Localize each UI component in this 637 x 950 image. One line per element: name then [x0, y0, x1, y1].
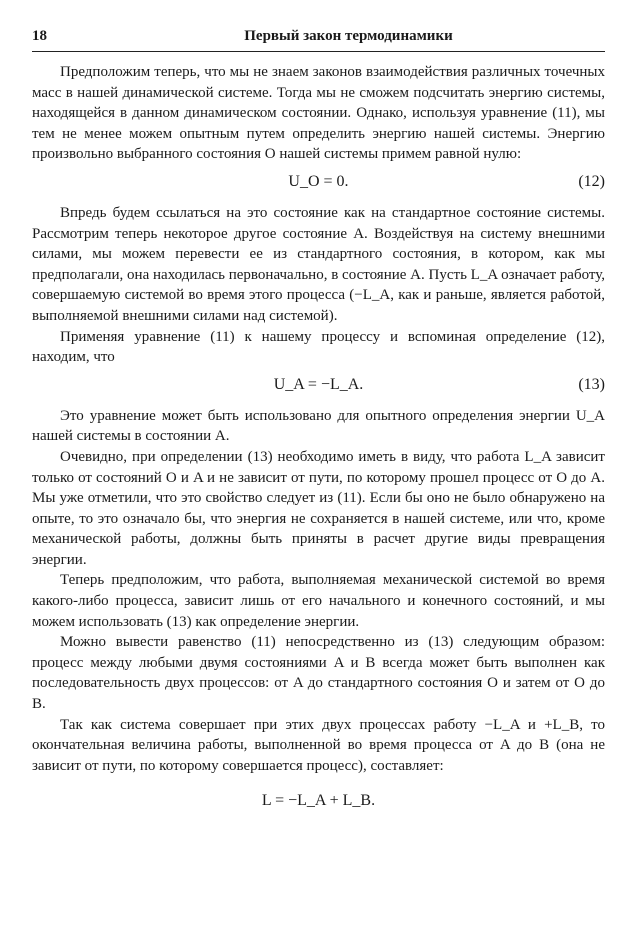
page-header [32, 28, 605, 50]
header-rule [32, 51, 605, 52]
paragraph: Теперь предположим, что работа, выполняемая механической системой во время какого-либо процесса, зависит лишь от его начального и конечного состояний, и мы можем использовать (13) как определение энергии. [32, 572, 605, 630]
running-title: Первый закон термодинамики [244, 28, 453, 44]
paragraph: Очевидно, при определении (13) необходимо иметь в виду, что работа L_A зависит только от состояний O и A и не зависит от пути, по которому прошел процесс от O до A. Мы уже отметили, что это свойство следует из (11). Если бы оно не было обнаружено на опыте, то это означало бы, что энергия не сохраняется в нашей системе, или что, кроме механической работы, должны быть приняты в расчет другие виды превращения энергии. [32, 448, 605, 568]
paragraph: Применяя уравнение (11) к нашему процессу и вспоминая определение (12), находим, что [32, 328, 605, 366]
paragraph: Можно вывести равенство (11) непосредственно из (13) следующим образом: процесс между любыми двумя состояниями A и B всегда может быть выполнен как последовательность двух процессов: от A до стандартного состояния O и затем от O до B. [32, 634, 605, 713]
equation-number: (12) [578, 172, 605, 190]
paragraph: Впредь будем ссылаться на это состояние как на стандартное состояние системы. Рассмотрим теперь некоторое другое состояние A. Воздействуя на систему внешними силами, мы можем перевести ее из стандартного состояния, в котором, как мы предполагали, она находилась первоначально, в состояние A. Пусть L_A означает работу, совершаемую системой во время этого процесса (−L_A, как и раньше, является работой, выполняемой внешними силами над системой). [32, 204, 605, 324]
paragraph: Так как система совершает при этих двух процессах работу −L_A и +L_B, то окончательная величина работы, выполненной во время процесса от A до B (она не зависит от пути, по которому совершается процесс), составляет: [32, 716, 605, 774]
equation-expression: L = −L_A + L_B. [261, 792, 376, 810]
equation-12 [32, 171, 605, 193]
paragraph: Предположим теперь, что мы не знаем законов взаимодействия различных точечных масс в нашей динамической системе. Тогда мы не сможем подсчитать энергию системы, находящейся в данном динамическом состоянии. Однако, используя уравнение (11), мы тем не менее можем опытным путем определить энергию нашей системы. Энергию произвольно выбранного состояния O нашей системы примем равной нулю: [32, 64, 605, 163]
equation-work-sum [32, 790, 605, 812]
equation-expression: U_O = 0. [288, 172, 349, 190]
page-body [32, 62, 605, 822]
equation-13 [32, 374, 605, 396]
equation-expression: U_A = −L_A. [273, 375, 364, 393]
page-number: 18 [32, 28, 47, 44]
paragraph: Это уравнение может быть использовано для опытного определения энергии U_A нашей системы в состоянии A. [32, 407, 605, 445]
equation-number: (13) [578, 375, 605, 393]
